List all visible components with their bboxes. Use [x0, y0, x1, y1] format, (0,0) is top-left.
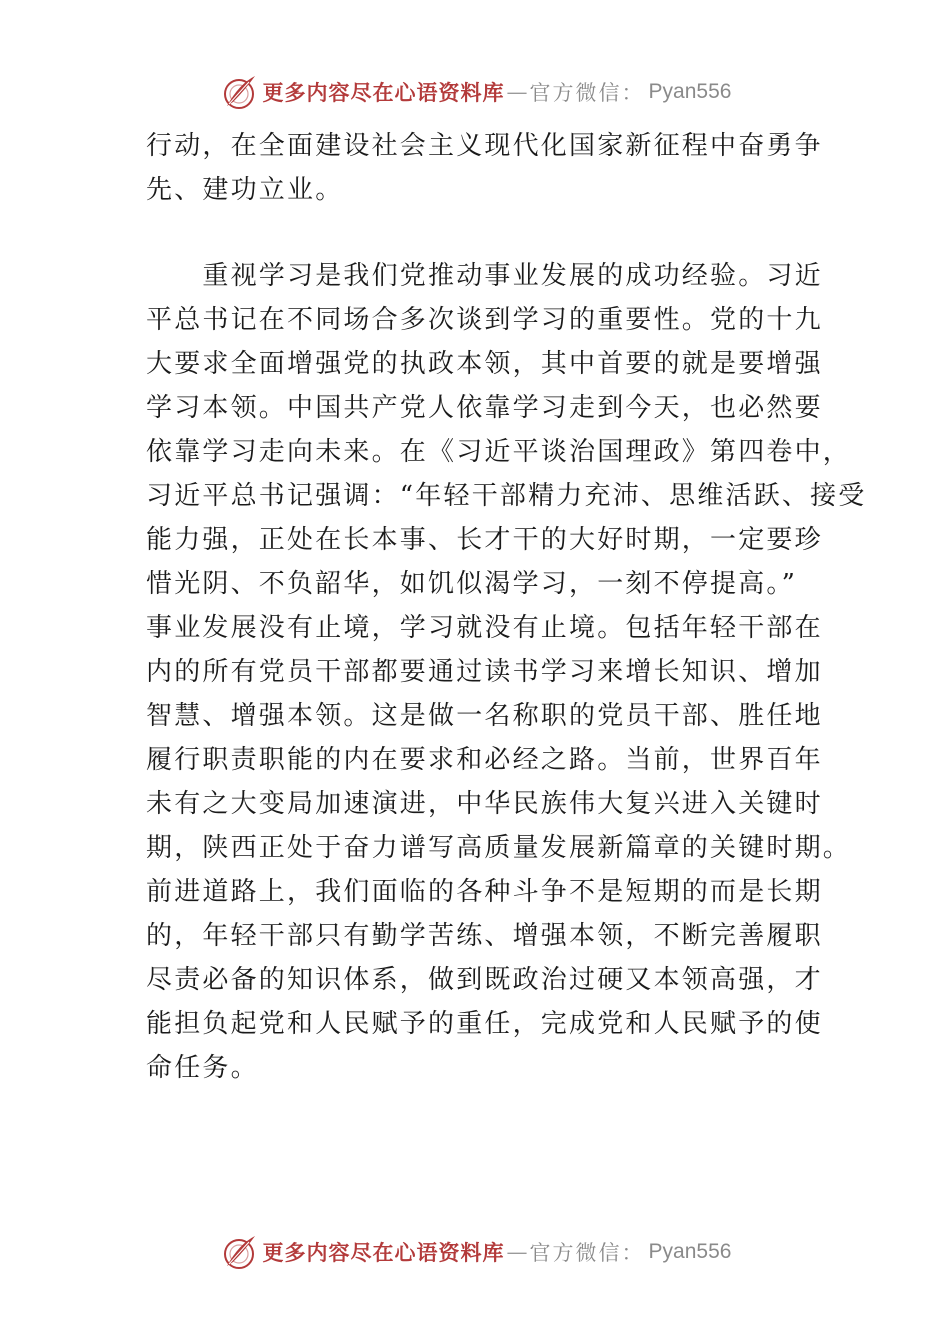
footer-banner: [0, 1230, 950, 1274]
document-body: [146, 124, 867, 1090]
text-line: 未有之大变局加速演进，中华民族伟大复兴进入关键时: [146, 789, 823, 819]
text-line: 学习本领。中国共产党人依靠学习走到今天，也必然要: [146, 393, 823, 423]
text-line: 期，陕西正处于奋力谱写高质量发展新篇章的关键时期。: [146, 833, 852, 863]
text-line: 履行职责职能的内在要求和必经之路。当前，世界百年: [146, 745, 823, 775]
text-line: 依靠学习走向未来。在《习近平谈治国理政》第四卷中，: [146, 437, 852, 467]
text-line: 先、建功立业。: [146, 175, 344, 205]
text-line: 命任务。: [146, 1053, 259, 1083]
text-line: 事业发展没有止境，学习就没有止境。包括年轻干部在: [146, 613, 823, 643]
quill-pen-logo-icon: [219, 72, 259, 112]
text-line: 惜光阴、不负韶华，如饥似渴学习，一刻不停提高。”: [146, 569, 798, 599]
text-line: 尽责必备的知识体系，做到既政治过硬又本领高强，才: [146, 965, 823, 995]
footer-dash: —: [506, 1240, 528, 1264]
header-wechat-id: Pyan556: [648, 80, 732, 103]
text-line: 大要求全面增强党的执政本领，其中首要的就是要增强: [146, 349, 823, 379]
paragraph-2: [146, 254, 867, 1090]
text-line: 前进道路上，我们面临的各种斗争不是短期的而是长期: [146, 877, 823, 907]
text-line: 行动，在全面建设社会主义现代化国家新征程中奋勇争: [146, 131, 823, 161]
text-line: 习近平总书记强调：“年轻干部精力充沛、思维活跃、接受: [146, 481, 867, 511]
text-line: 平总书记在不同场合多次谈到学习的重要性。党的十九: [146, 305, 823, 335]
footer-wechat-id: Pyan556: [648, 1240, 732, 1263]
paragraph-1: [146, 124, 826, 212]
text-line: 重视学习是我们党推动事业发展的成功经验。习近: [146, 261, 823, 291]
text-line: 智慧、增强本领。这是做一名称职的党员干部、胜任地: [146, 701, 823, 731]
header-brand-text: 更多内容尽在心语资料库: [262, 80, 505, 105]
text-line: 的，年轻干部只有勤学苦练、增强本领，不断完善履职: [146, 921, 823, 951]
footer-label: 官方微信：: [529, 1241, 645, 1265]
text-line: 能担负起党和人民赋予的重任，完成党和人民赋予的使: [146, 1009, 823, 1039]
footer-brand-text: 更多内容尽在心语资料库: [262, 1240, 505, 1265]
header-label: 官方微信：: [529, 81, 645, 105]
header-banner: [0, 70, 950, 114]
quill-pen-logo-icon: [219, 1232, 259, 1272]
header-dash: —: [506, 80, 528, 104]
text-line: 能力强，正处在长本事、长才干的大好时期，一定要珍: [146, 525, 823, 555]
text-line: 内的所有党员干部都要通过读书学习来增长知识、增加: [146, 657, 823, 687]
